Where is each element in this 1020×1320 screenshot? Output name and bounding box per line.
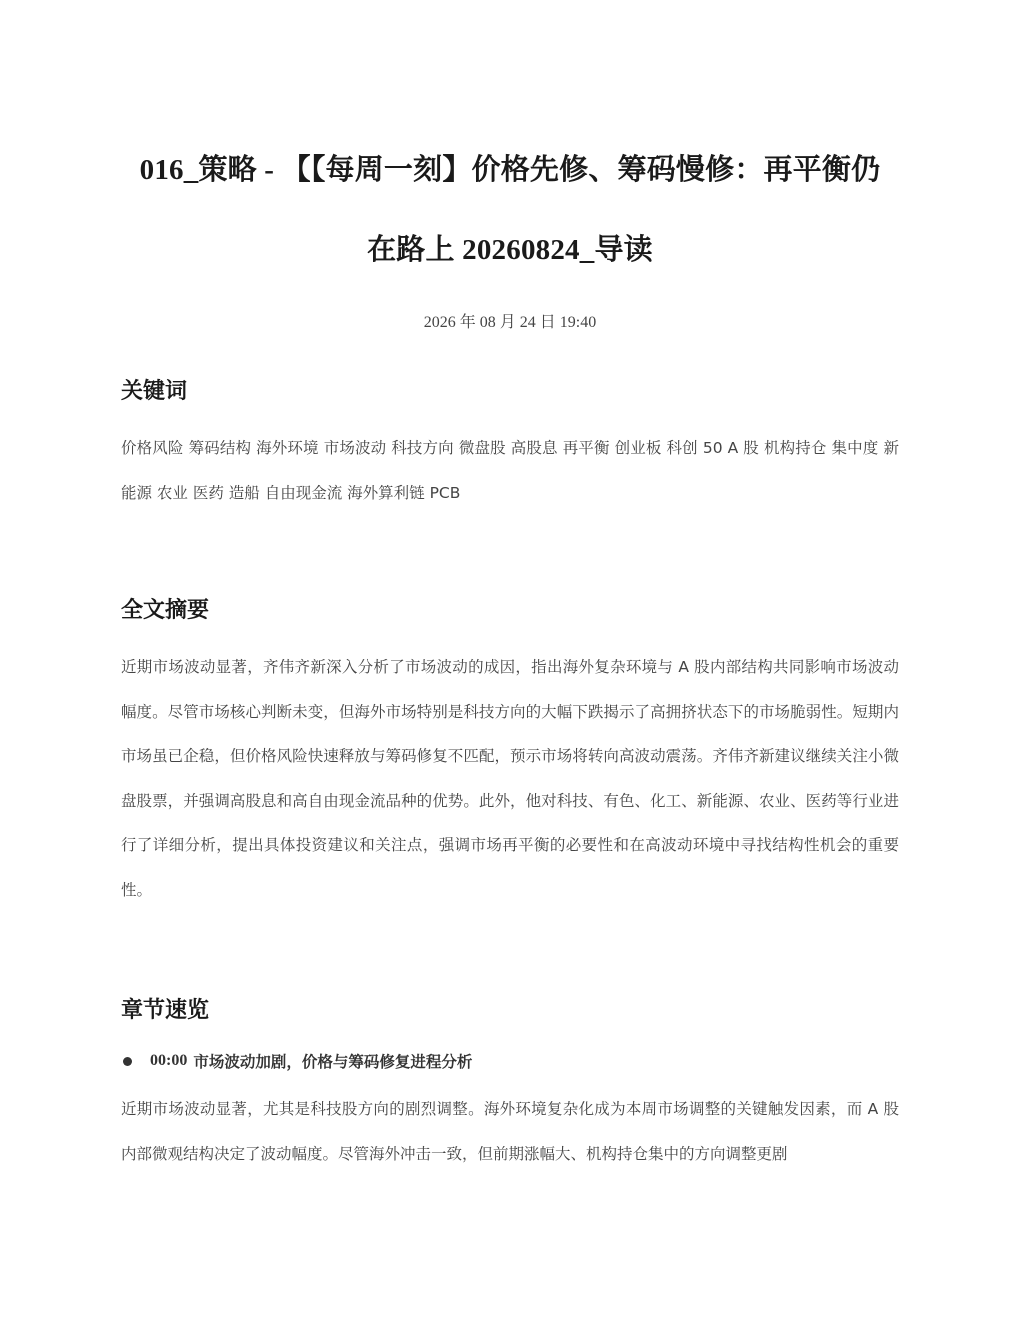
title-line-1: 016_策略 - 【【每周一刻】价格先修、筹码慢修：再平衡仍 xyxy=(139,154,881,186)
chapter-timestamp: 00:00 xyxy=(150,1052,188,1069)
summary-text: 近期市场波动显著，齐伟齐新深入分析了市场波动的成因，指出海外复杂环境与 A 股内部结构共同影响市场波动幅度。尽管市场核心判断未变，但海外市场特别是科技方向的大幅下跌揭示了高拥挤状态下的市场脆弱性。短期内市场虽已企稳，但价格风险快速释放与筹码修复不匹配，预示市场将转向高波动震荡。齐伟齐新建议继续关注小微盘股票，并强调高股息和高自由现金流品种的优势。此外，他对科技、有色、化工、新能源、农业、医药等行业进行了详细分析，提出具体投资建议和关注点，强调市场再平衡的必要性和在高波动环境中寻找结构性机会的重要性。 xyxy=(121,658,899,899)
chapter-item xyxy=(121,1047,899,1075)
chapters-heading: 章节速览 xyxy=(121,998,210,1023)
document-page xyxy=(121,0,899,1176)
bullet-icon xyxy=(123,1057,132,1066)
title-line-2: 在路上 20260824_导读 xyxy=(367,234,653,266)
keywords-text: 价格风险 筹码结构 海外环境 市场波动 科技方向 微盘股 高股息 再平衡 创业板 科创 50 A 股 机构持仓 集中度 新能源 农业 医药 造船 自由现金流 海外算利链 PCB xyxy=(121,439,899,502)
summary-heading: 全文摘要 xyxy=(121,598,210,623)
chapter-text: 近期市场波动显著，尤其是科技股方向的剧烈调整。海外环境复杂化成为本周市场调整的关键触发因素，而 A 股内部微观结构决定了波动幅度。尽管海外冲击一致，但前期涨幅大、机构持仓集中的方向调整更剧 xyxy=(121,1100,899,1163)
document-title xyxy=(121,0,899,300)
document-date: 2026 年 08 月 24 日 19:40 xyxy=(423,314,597,331)
keywords-heading: 关键词 xyxy=(121,379,188,404)
chapter-title: 市场波动加剧，价格与筹码修复进程分析 xyxy=(193,1053,473,1071)
